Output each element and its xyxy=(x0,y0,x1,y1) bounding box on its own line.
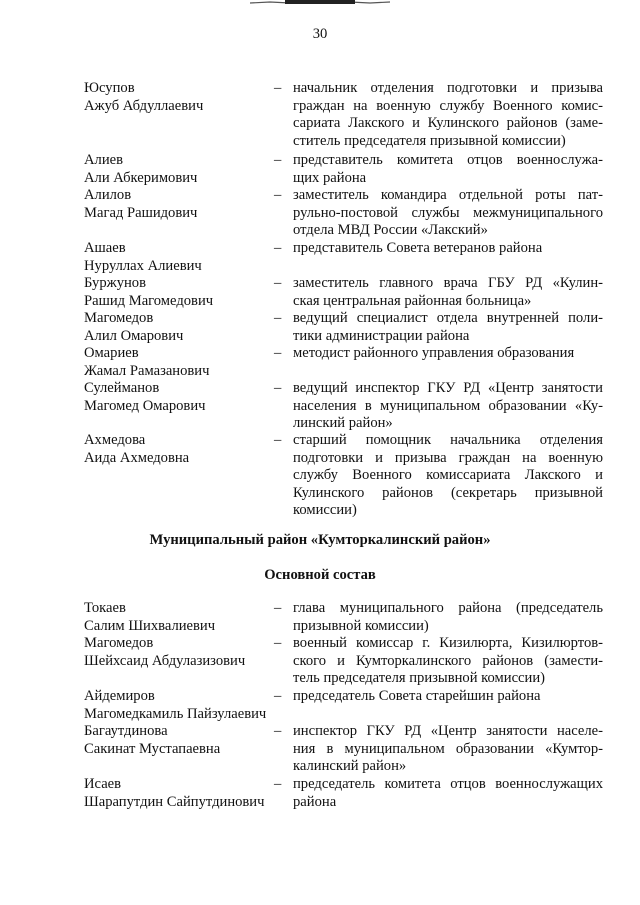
role-line: ведущий инспектор ГКУ РД «Центр занятости xyxy=(293,380,603,396)
role-line: старший помощник начальника отделения xyxy=(293,432,603,448)
member-name xyxy=(84,152,274,187)
member-name xyxy=(84,600,274,635)
member-role xyxy=(293,776,603,811)
role-line: ния в муниципальном образовании «Кумтор- xyxy=(293,740,603,757)
member-given-name: Жамал Рамазанович xyxy=(84,362,210,379)
member-given-name: Магомед Омарович xyxy=(84,397,206,414)
member-role xyxy=(293,688,603,706)
dash-separator: – xyxy=(274,310,282,326)
member-given-name: Нуруллах Алиевич xyxy=(84,257,202,274)
dash-separator: – xyxy=(274,635,282,651)
member-name xyxy=(84,187,274,222)
role-line: представитель комитета отцов военнослужа- xyxy=(293,152,603,168)
dash-separator: – xyxy=(274,380,282,396)
role-line: тель председателя призывной комиссии) xyxy=(293,670,546,686)
dash-separator: – xyxy=(274,80,282,96)
role-line: военный комиссар г. Кизилюрта, Кизилюртов- xyxy=(293,635,603,651)
role-line: начальник отделения подготовки и призыва xyxy=(293,80,603,96)
role-line: ская центральная районная больница» xyxy=(293,292,532,309)
member-given-name: Аида Ахмедовна xyxy=(84,449,190,466)
role-line: калинский район» xyxy=(293,758,407,774)
dash-separator: – xyxy=(274,240,282,256)
member-given-name: Али Абкеримович xyxy=(84,169,198,186)
member-name xyxy=(84,432,274,467)
role-line: глава муниципального района (председатель xyxy=(293,600,603,616)
member-given-name: Ажуб Абдуллаевич xyxy=(84,97,204,114)
role-line: линский район» xyxy=(293,415,393,431)
scan-artifact-mark xyxy=(250,0,390,6)
role-line: рульно-постовой службы межмуниципального xyxy=(293,204,603,221)
dash-separator: – xyxy=(274,345,282,361)
member-surname: Магомедов xyxy=(84,310,154,326)
member-surname: Магомедов xyxy=(84,635,154,651)
dash-separator: – xyxy=(274,688,282,704)
member-role xyxy=(293,635,603,688)
member-given-name: Рашид Магомедович xyxy=(84,292,214,309)
member-role xyxy=(293,240,603,258)
member-surname: Алилов xyxy=(84,187,132,203)
member-name xyxy=(84,380,274,415)
role-line: подготовки и призыва граждан на военную xyxy=(293,449,603,466)
member-role xyxy=(293,380,603,433)
member-surname: Сулейманов xyxy=(84,380,160,396)
member-surname: Айдемиров xyxy=(84,688,155,704)
member-given-name: Шейхсаид Абдулазизович xyxy=(84,652,246,669)
member-role xyxy=(293,80,603,150)
member-surname: Исаев xyxy=(84,776,122,792)
member-role xyxy=(293,432,603,520)
member-name xyxy=(84,635,274,670)
dash-separator: – xyxy=(274,600,282,616)
member-name xyxy=(84,275,274,310)
member-surname: Юсупов xyxy=(84,80,135,96)
role-line: ведущий специалист отдела внутренней поли- xyxy=(293,310,603,326)
section-title: Муниципальный район «Кумторкалинский район» xyxy=(149,532,491,548)
member-given-name: Магомедкамиль Пайзулаевич xyxy=(84,705,267,722)
dash-separator: – xyxy=(274,275,282,291)
member-surname: Багаутдинова xyxy=(84,723,168,739)
role-line: Кулинского районов (секретарь призывной xyxy=(293,484,603,501)
role-line: методист районного управления образования xyxy=(293,345,575,361)
member-surname: Ашаев xyxy=(84,240,126,256)
member-role xyxy=(293,152,603,187)
member-given-name: Салим Шихвалиевич xyxy=(84,617,216,634)
role-line: представитель Совета ветеранов района xyxy=(293,240,543,256)
member-role xyxy=(293,187,603,240)
role-line: населения в муниципальном образовании «Ку- xyxy=(293,397,603,414)
dash-separator: – xyxy=(274,776,282,792)
member-surname: Токаев xyxy=(84,600,126,616)
role-line: отдела МВД России «Лакский» xyxy=(293,222,488,238)
member-role xyxy=(293,275,603,310)
member-name xyxy=(84,310,274,345)
role-line: инспектор ГКУ РД «Центр занятости населе- xyxy=(293,723,603,739)
role-line: района xyxy=(293,793,337,810)
member-role xyxy=(293,345,603,363)
member-role xyxy=(293,310,603,345)
role-line: службу Военного комиссариата Лакского и xyxy=(293,467,603,483)
role-line: ститель председателя призывной комиссии) xyxy=(293,132,566,149)
member-given-name: Магад Рашидович xyxy=(84,204,198,221)
member-name xyxy=(84,723,274,758)
role-line: призывной комиссии) xyxy=(293,617,429,634)
member-given-name: Алил Омарович xyxy=(84,327,184,344)
dash-separator: – xyxy=(274,187,282,203)
role-line: ского и Кумторкалинского районов (замести- xyxy=(293,652,603,669)
member-name xyxy=(84,80,274,115)
role-line: щих района xyxy=(293,169,367,186)
dash-separator: – xyxy=(274,723,282,739)
subsection-title: Основной состав xyxy=(264,567,376,583)
page-number: 30 xyxy=(312,26,328,42)
member-name xyxy=(84,345,274,380)
member-given-name: Шарапутдин Сайпутдинович xyxy=(84,793,265,810)
member-surname: Алиев xyxy=(84,152,123,168)
role-line: заместитель главного врача ГБУ РД «Кулин- xyxy=(293,275,603,291)
role-line: заместитель командира отдельной роты пат- xyxy=(293,187,603,203)
member-given-name: Сакинат Мустапаевна xyxy=(84,740,221,757)
dash-separator: – xyxy=(274,152,282,168)
member-name xyxy=(84,688,274,723)
member-name xyxy=(84,776,274,811)
member-role xyxy=(293,723,603,776)
role-line: комиссии) xyxy=(293,502,357,518)
dash-separator: – xyxy=(274,432,282,448)
role-line: тики администрации района xyxy=(293,327,470,344)
member-surname: Ахмедова xyxy=(84,432,146,448)
member-role xyxy=(293,600,603,635)
role-line: граждан на военную службу Военного комис- xyxy=(293,97,603,114)
role-line: председатель комитета отцов военнослужащих xyxy=(293,776,603,792)
member-surname: Омариев xyxy=(84,345,139,361)
member-name xyxy=(84,240,274,275)
role-line: сариата Лакского и Кулинского районов (заме- xyxy=(293,115,603,131)
member-surname: Буржунов xyxy=(84,275,146,291)
role-line: председатель Совета старейшин района xyxy=(293,688,541,704)
